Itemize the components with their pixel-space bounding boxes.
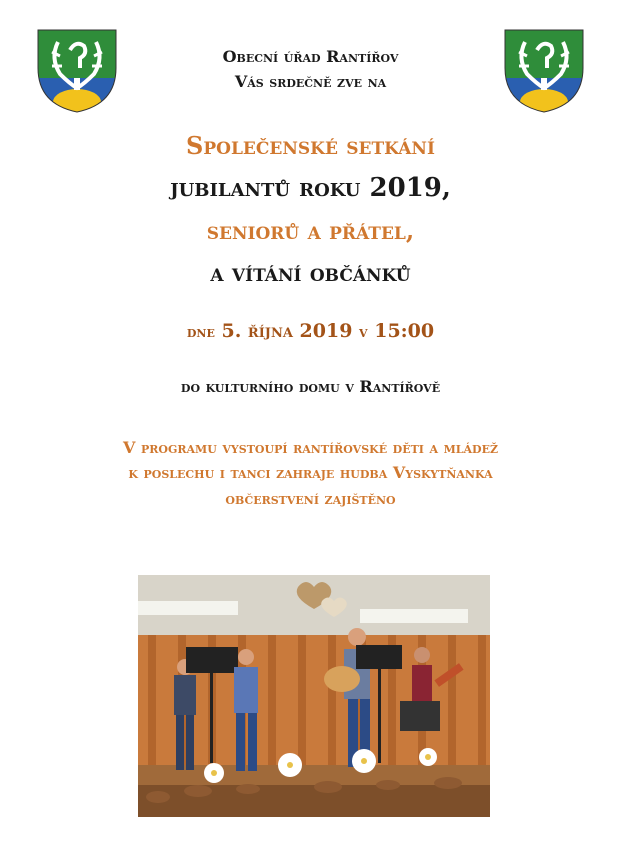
band-photo	[138, 575, 490, 817]
event-date: 5. října 2019	[221, 320, 353, 342]
program-line-1: V programu vystoupí rantířovské děti a mládež	[123, 438, 498, 457]
program-line-2: k poslechu i tanci zahraje hudba Vyskytňanka	[128, 463, 493, 482]
event-date-time	[0, 320, 621, 342]
title-line-3: seniorů a přátel,	[206, 216, 415, 245]
coat-of-arms-right	[503, 28, 585, 114]
coat-of-arms-left	[36, 28, 118, 114]
invitation-line: Vás srdečně zve na	[234, 72, 387, 91]
event-time: 15:00	[374, 320, 435, 342]
event-venue: do kulturního domu v Rantířově	[180, 377, 441, 396]
time-prefix: v	[359, 322, 368, 341]
title-line-4: a vítání občánků	[210, 258, 411, 287]
program-line-3: občerstvení zajištěno	[225, 489, 396, 508]
office-name: Obecní úřad Rantířov	[222, 47, 399, 66]
title-line-1: Společenské setkání	[186, 131, 435, 160]
date-prefix: dne	[186, 322, 215, 341]
title-line-2: jubilantů roku 2019,	[170, 173, 451, 203]
